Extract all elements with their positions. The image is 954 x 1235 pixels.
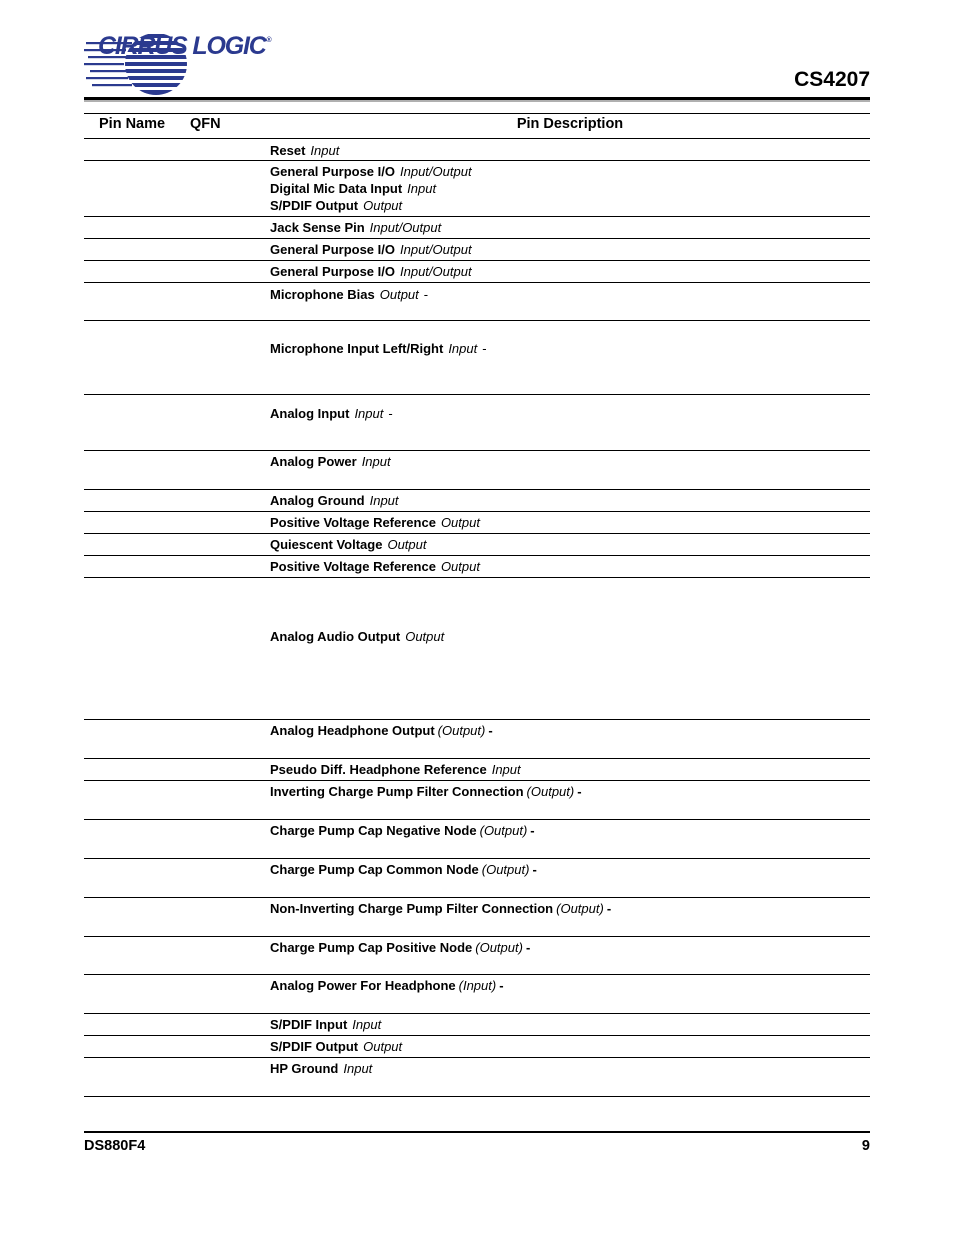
pin-direction: Input/Output — [400, 164, 472, 179]
table-row — [84, 1058, 870, 1097]
pin-function-name: Jack Sense Pin — [270, 220, 365, 235]
pin-suffix: - — [488, 723, 493, 738]
table-row — [84, 239, 870, 261]
description-line — [270, 977, 504, 994]
table-row — [84, 937, 870, 975]
table-row — [84, 975, 870, 1014]
pin-function-name: General Purpose I/O — [270, 242, 395, 257]
pin-description-cell — [270, 722, 493, 739]
pin-description-cell — [270, 1038, 402, 1055]
pin-suffix: - — [606, 901, 612, 916]
pin-function-name: S/PDIF Output — [270, 1039, 359, 1054]
table-row — [84, 759, 870, 781]
pin-description-cell — [270, 761, 521, 778]
pin-function-name: Analog Ground — [270, 493, 365, 508]
table-row — [84, 217, 870, 239]
pin-function-name: General Purpose I/O — [270, 164, 395, 179]
logo-wordmark: CIRRUS LOGIC® — [98, 32, 272, 60]
footer-divider — [84, 1131, 870, 1133]
description-line — [270, 180, 472, 197]
description-line — [270, 1038, 402, 1055]
table-row — [84, 1014, 870, 1036]
pin-direction: Output — [363, 1039, 403, 1054]
description-line — [270, 219, 441, 236]
pin-direction: Output — [363, 198, 403, 213]
description-line — [270, 286, 428, 303]
description-line — [270, 536, 427, 553]
pin-direction: Input — [354, 406, 384, 421]
pin-function-name: Microphone Input Left/Right — [270, 341, 444, 356]
column-header-pin-description: Pin Description — [516, 116, 624, 132]
pin-description-cell — [270, 977, 504, 994]
pin-description-cell — [270, 241, 472, 258]
pin-direction: Input — [310, 143, 340, 158]
table-row — [84, 556, 870, 578]
description-line — [270, 514, 480, 531]
pin-function-name: Analog Input — [270, 406, 350, 421]
pin-suffix: - — [525, 940, 531, 955]
column-header-pin-name: Pin Name — [99, 116, 166, 132]
description-line — [270, 405, 393, 422]
description-line — [270, 263, 472, 280]
pin-description-cell — [270, 1016, 381, 1033]
pin-function-name: Analog Audio Output — [270, 629, 401, 644]
pin-direction: Output — [405, 629, 445, 644]
pin-function-name: Non-Inverting Charge Pump Filter Connection — [270, 901, 554, 916]
table-row — [84, 451, 870, 490]
pin-function-name: Charge Pump Cap Negative Node — [270, 823, 477, 838]
pin-description-cell — [270, 286, 428, 303]
description-line — [270, 761, 521, 778]
pin-function-name: Positive Voltage Reference — [270, 515, 436, 530]
pin-direction: (Input) — [458, 978, 497, 993]
pin-direction: (Output) — [479, 823, 528, 838]
pin-description-cell — [270, 514, 480, 531]
description-line — [270, 197, 472, 214]
pin-description-cell — [270, 783, 582, 800]
pin-direction: Input — [352, 1017, 382, 1032]
pin-description-cell — [270, 558, 480, 575]
column-header-qfn: QFN — [190, 116, 221, 132]
pin-description-cell — [270, 453, 391, 470]
pin-function-name: S/PDIF Output — [270, 198, 359, 213]
pin-function-name: Reset — [270, 143, 306, 158]
description-line — [270, 861, 537, 878]
description-line — [270, 241, 472, 258]
table-row — [84, 261, 870, 283]
pin-direction: Input — [407, 181, 437, 196]
pin-direction: Input — [491, 762, 521, 777]
pin-direction: Input — [448, 341, 478, 356]
table-body — [84, 139, 870, 1097]
table-row — [84, 859, 870, 898]
description-line — [270, 163, 472, 180]
description-line — [270, 722, 493, 739]
table-row — [84, 781, 870, 820]
table-row — [84, 1036, 870, 1058]
description-line — [270, 453, 391, 470]
pin-direction: Output — [440, 559, 480, 574]
pin-description-cell — [270, 536, 427, 553]
pin-function-name: Quiescent Voltage — [270, 537, 383, 552]
pin-direction: Input — [343, 1061, 373, 1076]
pin-description-cell — [270, 340, 487, 357]
header-divider — [84, 97, 870, 102]
pin-description-cell — [270, 405, 393, 422]
pin-function-name: Charge Pump Cap Common Node — [270, 862, 479, 877]
document-id: DS880F4 — [84, 1138, 146, 1154]
pin-function-name: Positive Voltage Reference — [270, 559, 436, 574]
pin-direction: Output — [440, 515, 480, 530]
pin-suffix: - — [530, 823, 535, 838]
pin-description-table — [84, 113, 870, 1097]
pin-direction: Input — [369, 493, 399, 508]
pin-direction: (Output) — [526, 784, 575, 799]
pin-function-name: General Purpose I/O — [270, 264, 395, 279]
pin-description-cell — [270, 492, 399, 509]
description-line — [270, 1016, 381, 1033]
table-row — [84, 283, 870, 321]
table-row — [84, 898, 870, 937]
pin-description-cell — [270, 822, 535, 839]
pin-suffix: - — [499, 978, 504, 993]
description-line — [270, 142, 339, 159]
pin-direction: Input — [361, 454, 391, 469]
table-row — [84, 534, 870, 556]
pin-function-name: HP Ground — [270, 1061, 339, 1076]
pin-description-cell — [270, 263, 472, 280]
pin-suffix: - — [532, 862, 537, 877]
pin-direction: Input/Output — [400, 242, 472, 257]
pin-direction: Output — [379, 287, 419, 302]
pin-direction: Input/Output — [369, 220, 442, 235]
pin-direction: Input/Output — [400, 264, 472, 279]
pin-description-cell — [270, 900, 611, 917]
description-line — [270, 628, 444, 645]
pin-function-name: S/PDIF Input — [270, 1017, 348, 1032]
pin-description-cell — [270, 219, 441, 236]
pin-description-cell — [270, 1060, 372, 1077]
table-row — [84, 820, 870, 859]
pin-function-name: Analog Headphone Output — [270, 723, 435, 738]
description-line — [270, 340, 487, 357]
pin-description-cell — [270, 628, 444, 645]
pin-function-name: Charge Pump Cap Positive Node — [270, 940, 473, 955]
description-line — [270, 939, 530, 956]
table-row — [84, 321, 870, 395]
table-row — [84, 578, 870, 720]
pin-description-cell — [270, 142, 339, 159]
pin-direction: (Output) — [475, 940, 523, 955]
pin-direction: (Output) — [481, 862, 530, 877]
pin-description-cell — [270, 939, 530, 956]
pin-description-cell — [270, 861, 537, 878]
pin-function-name: Analog Power — [270, 454, 357, 469]
description-line — [270, 822, 535, 839]
pin-function-name: Pseudo Diff. Headphone Reference — [270, 762, 487, 777]
pin-description-cell — [270, 163, 472, 214]
description-line — [270, 558, 480, 575]
pin-function-name: Inverting Charge Pump Filter Connection — [270, 784, 524, 799]
description-line — [270, 900, 611, 917]
pin-suffix: - — [482, 341, 487, 356]
pin-suffix: - — [423, 287, 429, 302]
table-row — [84, 395, 870, 451]
pin-suffix: - — [577, 784, 582, 799]
description-line — [270, 492, 399, 509]
pin-direction: Output — [387, 537, 427, 552]
part-number: CS4207 — [794, 68, 870, 91]
table-row — [84, 139, 870, 161]
page-number: 9 — [861, 1138, 870, 1154]
pin-function-name: Microphone Bias — [270, 287, 375, 302]
description-line — [270, 783, 582, 800]
pin-direction: (Output) — [556, 901, 604, 916]
table-row — [84, 490, 870, 512]
pin-function-name: Digital Mic Data Input — [270, 181, 403, 196]
table-row — [84, 512, 870, 534]
pin-function-name: Analog Power For Headphone — [270, 978, 456, 993]
pin-suffix: - — [388, 406, 393, 421]
description-line — [270, 1060, 372, 1077]
pin-direction: (Output) — [437, 723, 486, 738]
table-row — [84, 720, 870, 759]
table-header — [84, 114, 870, 139]
table-row — [84, 161, 870, 217]
